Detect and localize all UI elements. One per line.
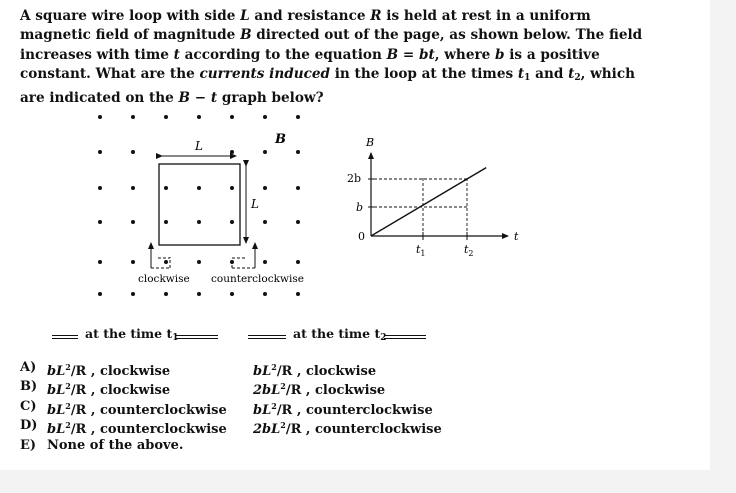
field-dot [98,115,102,119]
x-axis-label: t [514,230,519,243]
option-letter: E) [20,437,37,453]
problem-text-segment: B [386,46,399,63]
option-expr-t1-rest: /R , counterclockwise [70,402,227,418]
column-head-t2: at the time $t_2$ [293,326,387,343]
problem-text-segment: is held at rest in a uniform magnetic field of magnitude [20,8,591,44]
option-expr-t2-term: bL [253,402,272,418]
field-dot [98,186,102,190]
option-expr-t2-exponent: 2 [271,362,277,372]
option-expr-t2-exponent: 2 [271,400,277,411]
option-expr-t2-rest: /R , clockwise [276,364,377,379]
option-expr-t1-exponent: 2 [65,362,71,372]
problem-text-segment: and [530,66,569,83]
field-dot [131,150,135,154]
option-expr-t2-exponent: 2 [280,381,286,392]
counterclockwise-symbol [232,243,255,268]
problem-text-segment: and resistance [249,8,371,24]
field-dot [131,115,135,119]
field-dot [230,292,234,296]
option-letter: A) [20,360,37,375]
problem-text-segment: L [240,8,250,24]
problem-text-segment: t [517,66,525,83]
option-expr-t2 [253,422,442,437]
field-dot [296,292,300,296]
t1-label: $t_1$ [416,243,426,258]
problem-text-segment: , which are indicated on the [20,66,635,106]
field-dot [263,260,267,264]
problem-text-segment: is a positive constant. What are the [20,46,600,83]
column-head-t1: at the time $t_1$ [85,326,179,343]
option-expr-t1-rest: /R , clockwise [70,364,171,379]
field-dot [263,150,267,154]
option-expr-t2-rest: /R , counterclockwise [285,422,442,438]
problem-text-segment: 1 [524,73,531,84]
problem-text-segment: currents induced [199,66,331,83]
field-dot [263,186,267,190]
side-label-top: L [195,139,203,153]
field-dot [296,220,300,224]
field-dot [131,292,135,296]
option-answer-t1: None of the above. [47,437,184,453]
field-dot [230,186,234,190]
series-line-b-equals-bt [371,168,486,236]
problem-text-segment: = [398,46,419,63]
field-dot [197,186,201,190]
problem-text-segment: in the loop at the times [330,66,518,83]
field-dot [164,260,168,264]
clockwise-label: clockwise [138,273,190,285]
field-label: B [275,132,286,147]
field-dot [98,150,102,154]
option-expr-t1-rest: /R , counterclockwise [70,422,227,438]
problem-text-segment: t [568,66,575,83]
counterclockwise-label: counterclockwise [211,273,304,285]
option-expr-t2-rest: /R , clockwise [285,383,386,399]
option-answer-t2 [253,416,442,439]
field-dot [98,260,102,264]
field-dot [296,260,300,264]
field-dot [197,115,201,119]
clockwise-symbol [151,243,170,268]
problem-text-segment: B [240,27,252,44]
field-dot [296,115,300,119]
field-dot [230,115,234,119]
side-label-right: L [251,197,259,211]
option-expr-t2-rest: /R , counterclockwise [276,402,433,418]
y-axis-label: B [366,136,375,149]
field-dot [263,292,267,296]
bt-graph [347,136,519,258]
rule-left-t2 [248,335,286,336]
option-letter: C) [20,398,37,414]
field-dot [98,292,102,296]
problem-text-segment: bt [418,46,435,63]
option-expr-t2-exponent: 2 [280,420,286,431]
problem-text-segment: A square wire loop with side [20,8,241,24]
field-dot [131,260,135,264]
problem-text-segment: directed out of the page, as shown below. The field increases with time [20,27,643,63]
wire-loop [159,164,240,245]
tick-label-2b: 2b [347,172,362,185]
option-expr-t1-term: bL [47,364,66,379]
tick-label-0: 0 [358,230,365,243]
tick-label-b: b [356,201,364,214]
field-dot [164,220,168,224]
problem-text-segment: − [190,89,211,106]
problem-text-segment: R [370,8,382,24]
field-dot [230,220,234,224]
option-expr-t1-exponent: 2 [65,381,71,392]
option-expr-t1-exponent: 2 [65,400,71,411]
rule-left-t1 [52,335,78,336]
problem-text-segment: B [178,89,191,106]
field-dot [263,220,267,224]
field-dot [296,186,300,190]
field-dot [230,150,234,154]
option-expr-t2-term: 2bL [253,422,281,438]
field-dot [197,260,201,264]
t2-label: $t_2$ [464,243,474,258]
field-dot [164,186,168,190]
field-dot [98,220,102,224]
field-dot [164,115,168,119]
option-expr-t2-term: 2bL [253,383,281,399]
problem-text-segment: t [210,89,218,106]
option-expr-t1-exponent: 2 [65,420,71,431]
rule-right-t2 [384,335,426,336]
problem-text-segment: graph below? [217,89,324,106]
option-letter: D) [20,418,38,434]
option-expr-t1-term: bL [47,383,66,399]
problem-text-segment: 2 [574,73,581,84]
field-dot [296,150,300,154]
option-letter: B) [20,379,38,395]
field-dot [131,220,135,224]
problem-text-segment: t [173,46,180,63]
field-dot [263,115,267,119]
field-dot [197,220,201,224]
field-dot [164,292,168,296]
problem-text-segment: , where [434,46,496,63]
field-dot [131,186,135,190]
option-expr-t2-term: bL [253,364,272,379]
option-expr-t1-term: bL [47,402,66,418]
problem-text-segment: b [495,46,505,63]
field-dot [197,292,201,296]
option-expr-t1-rest: /R , clockwise [70,383,171,399]
option-expr-t1-term: bL [47,422,66,438]
problem-text-segment: according to the equation [179,46,387,63]
rule-right-t1 [176,335,218,336]
